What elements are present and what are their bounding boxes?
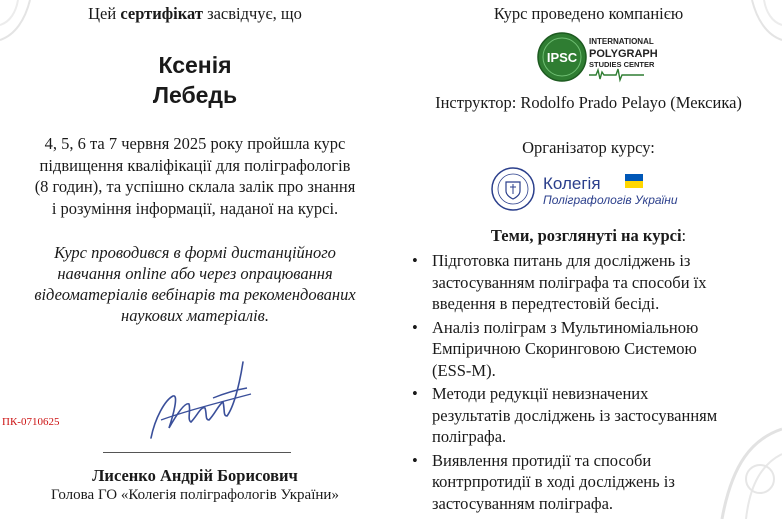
recipient-last-name: Лебедь <box>152 82 238 108</box>
topic-line: Емпіричною Скоринговою Системою <box>432 339 697 358</box>
list-item <box>410 383 772 448</box>
signature-line <box>103 452 291 453</box>
completion-statement <box>0 133 390 219</box>
statement-line: і розуміння інформації, наданої на курсі. <box>51 198 339 218</box>
topic-line: застосуванням поліграфа. <box>432 493 614 513</box>
bullet-icon: • <box>412 450 418 470</box>
intro-bold-word: сертифікат <box>120 4 203 23</box>
topic-line: Виявлення протидії та способи <box>432 450 652 470</box>
ipsc-logo-abbr: IPSC <box>546 50 578 65</box>
ipsc-logo-line2: POLYGRAPH <box>589 48 658 60</box>
topic-line: поліграфа. <box>432 427 507 446</box>
topic-line: (ESS-M). <box>432 360 496 380</box>
topics-list <box>410 250 772 516</box>
intro-prefix: Цей <box>88 4 121 23</box>
kolegia-logo <box>491 165 701 213</box>
certificate-intro <box>0 4 390 24</box>
ipsc-logo-line1: INTERNATIONAL <box>589 37 654 46</box>
statement-line: (8 годин), та успішно склала залік про знання <box>34 177 356 196</box>
ukraine-flag-icon <box>625 174 643 181</box>
topic-line: результатів досліджень із застосуванням <box>432 405 718 425</box>
topic-line: Аналіз поліграм з Мультиноміальною <box>432 317 699 337</box>
organizer-label: Організатор курсу: <box>522 138 655 157</box>
list-item <box>410 250 772 315</box>
statement-line: підвищення кваліфікації для поліграфологів <box>39 155 351 175</box>
certificate-left-column <box>0 0 390 519</box>
note-line: навчання online або через опрацювання <box>57 264 333 283</box>
topic-line: Методи редукції невизначених <box>432 384 649 403</box>
list-item <box>410 450 772 515</box>
kolegia-logo-line2: Поліграфологів України <box>543 193 678 207</box>
bullet-icon: • <box>412 384 418 403</box>
topic-line: застосуванням поліграфа та способи їх <box>432 272 707 292</box>
note-line: відеоматеріалів вебінарів та рекомендованих <box>34 285 356 304</box>
recipient-first-name: Ксенія <box>158 52 232 78</box>
list-item <box>410 317 772 382</box>
recipient-name <box>0 50 390 110</box>
topic-line: введення в передтестовій бесіді. <box>432 294 660 313</box>
course-provider-label: Курс проведено компанією <box>493 4 684 23</box>
topic-line: Підготовка питань для досліджень із <box>432 251 691 270</box>
bullet-icon: • <box>412 317 418 337</box>
instructor: Інструктор: Rodolfo Prado Pelayo (Мексика) <box>435 93 742 112</box>
course-format-note <box>0 242 390 326</box>
certificate-code: ПК-0710625 <box>2 416 60 428</box>
signer-name: Лисенко Андрій Борисович <box>92 466 298 485</box>
note-line: наукових матеріалів. <box>121 306 269 325</box>
handwritten-signature <box>143 358 263 448</box>
ipsc-logo <box>536 31 658 83</box>
topic-line: контрпротидії в ході досліджень із <box>432 472 675 491</box>
kolegia-logo-line1: Колегія <box>543 174 601 193</box>
topics-colon: : <box>681 226 687 245</box>
bullet-icon: • <box>412 251 418 270</box>
topics-title: Теми, розглянуті на курсі <box>490 226 682 245</box>
topics-heading <box>395 226 782 246</box>
certificate-right-column <box>395 0 782 519</box>
ipsc-logo-line3: STUDIES CENTER <box>589 60 655 69</box>
signer-title: Голова ГО «Колегія поліграфологів України» <box>51 487 339 503</box>
note-line: Курс проводився в формі дистанційного <box>54 243 336 262</box>
intro-suffix: засвідчує, що <box>202 4 302 23</box>
statement-line: 4, 5, 6 та 7 червня 2025 року пройшла курс <box>44 134 346 153</box>
